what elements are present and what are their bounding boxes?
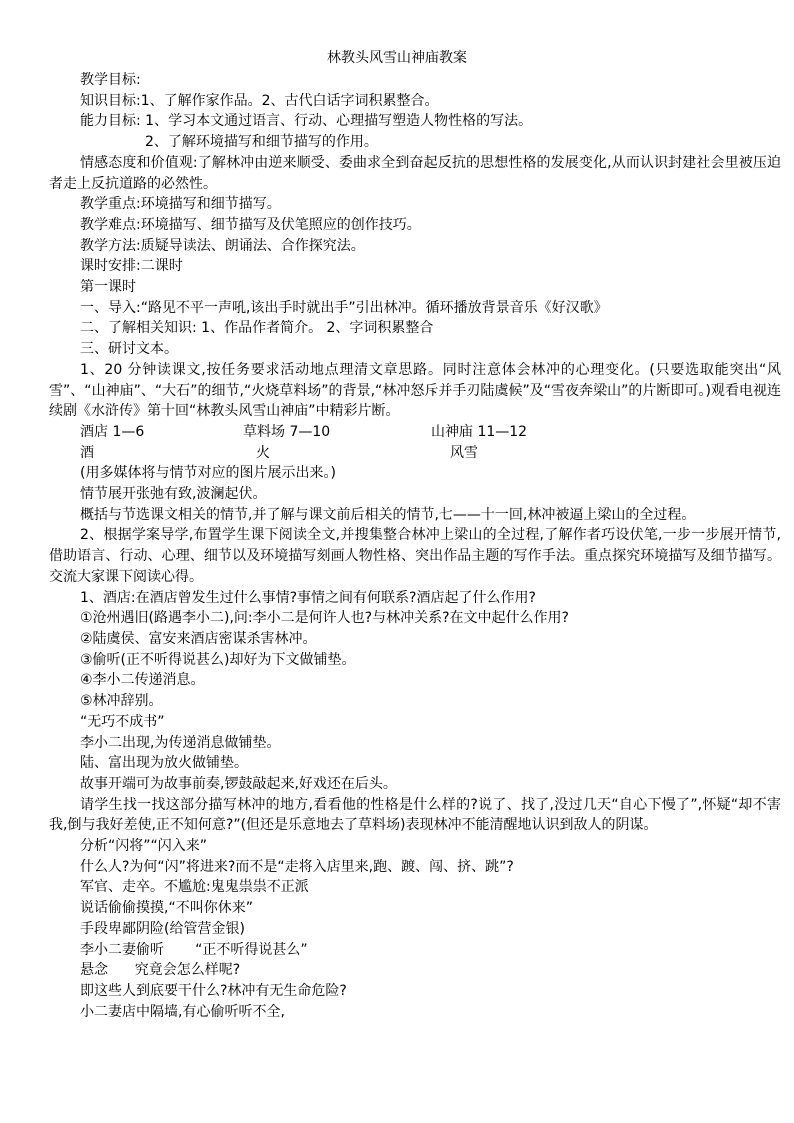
text-line: 教学方法:质疑导读法、朗诵法、合作探究法。	[80, 237, 365, 254]
text-paragraph: 2、根据学案导学,布置学生课下阅读全文,并搜集整合林冲上梁山的全过程,了解作者巧设伏笔,一步一步展开情节,借助语言、行动、心理、细节以及环境描写刻画人物性格、突出作品主题的写作手法。重点探究环境描写及细节描写。交流大家课下阅读心得。	[49, 527, 781, 585]
text-line: 1、酒店:在酒店曾发生过什么事情?事情之间有何联系?酒店起了什么作用?	[80, 589, 536, 606]
text-line: 第一课时	[80, 279, 136, 296]
text-line: 即这些人到底要干什么?林冲有无生命危险?	[80, 982, 347, 999]
text-line: 小二妻店中隔墙,有心偷听听不全,	[80, 1003, 285, 1020]
text-line: “无巧不成书”	[80, 713, 165, 730]
text-line: 陆、富出现为放火做铺垫。	[80, 755, 248, 772]
text-line: 2、了解环境描写和细节描写的作用。	[145, 134, 378, 151]
text-line: 李小二妻偷听 “正不听得说甚么”	[80, 941, 308, 958]
text-line: 三、研讨文本。	[80, 341, 178, 358]
text-line: 能力目标: 1、学习本文通过语言、行动、心理描写塑造人物性格的写法。	[80, 113, 533, 130]
text-line: ③偷听(正不听得说甚么)却好为下文做铺垫。	[80, 651, 356, 668]
text-line: 教学重点:环境描写和细节描写。	[80, 196, 281, 213]
text-paragraph: 请学生找一找这部分描写林冲的地方,看看他的性格是什么样的?说了、找了,没过几天“自心下慢了”,怀疑“却不害我,倒与我好差使,正不知何意?”(但还是乐意地去了草料场)表现林冲不能清醒地认识到敌人的阴谋。	[49, 796, 781, 834]
lesson-plan-body	[49, 70, 781, 1022]
text-line: 知识目标:1、了解作家作品。2、古代白话字词积累整合。	[80, 92, 439, 109]
place-tavern: 酒店 1—6	[80, 423, 145, 440]
text-line: ⑤林冲辞别。	[80, 693, 163, 710]
text-line: 什么人?为何“闪”将进来?而不是“走将入店里来,跑、踱、闯、挤、跳”?	[80, 858, 514, 875]
place-temple: 山神庙 11—12	[431, 423, 528, 440]
text-line: 手段卑鄙阴险(给管营金银)	[80, 920, 245, 937]
text-line: 教学目标:	[80, 72, 141, 88]
text-line: (用多媒体将与情节对应的图片展示出来。)	[80, 465, 336, 482]
text-line: 说话偷偷摸摸,“不叫你休来”	[80, 900, 253, 917]
text-paragraph: 概括与节选课文相关的情节,并了解与课文前后相关的情节,七——十一回,林冲被逼上梁山的全过程。	[80, 506, 696, 523]
text-line: 故事开端可为故事前奏,锣鼓敲起来,好戏还在后头。	[80, 775, 397, 792]
text-line: ②陆虞侯、富安来酒店密谋杀害林冲。	[80, 630, 317, 647]
text-line: 军官、走卒。不尴尬:鬼鬼祟祟不正派	[80, 879, 309, 896]
text-line: 课时安排:二课时	[80, 258, 183, 275]
text-line: 二、了解相关知识: 1、作品作者简介。 2、字词积累整合	[80, 320, 434, 337]
text-line: 情节展开张弛有致,波澜起伏。	[80, 486, 267, 503]
place-fodder-yard: 草料场 7—10	[243, 423, 331, 440]
text-line: 一、导入:“路见不平一声吼,该出手时就出手”引出林冲。循环播放背景音乐《好汉歌》	[80, 299, 608, 316]
text-line: ④李小二传递消息。	[80, 672, 205, 689]
symbol-wine: 酒	[80, 444, 94, 461]
text-paragraph: 情感态度和价值观:了解林冲由逆来顺受、委曲求全到奋起反抗的思想性格的发展变化,从而认识封建社会里被压迫者走上反抗道路的必然性。	[49, 154, 781, 192]
page-title: 林教头风雪山神庙教案	[327, 50, 467, 66]
symbol-wind-snow: 风雪	[450, 444, 478, 461]
text-line: ①沧州遇旧(路遇李小二),问:李小二是何许人也?与林冲关系?在文中起什么作用?	[80, 610, 569, 627]
text-line: 悬念 究竟会怎么样呢?	[80, 962, 241, 979]
plot-places-row	[49, 422, 781, 443]
text-line: 教学难点:环境描写、细节描写及伏笔照应的创作技巧。	[80, 216, 421, 233]
symbol-fire: 火	[256, 444, 270, 461]
plot-symbols-row	[49, 443, 781, 464]
text-paragraph: 1、20 分钟读课文,按任务要求活动地点理清文章思路。同时注意体会林冲的心理变化。(只要选取能突出“风雪”、“山神庙”、“大石”的细节,“火烧草料场”的背景,“林冲怒斥并手刃陆虞候”及“雪夜奔梁山”的片断即可。)观看电视连续剧《水浒传》第十回“林教头风雪山神庙”中精彩片断。	[49, 361, 781, 420]
text-line: 李小二出现,为传递消息做铺垫。	[80, 734, 281, 751]
text-line: 分析“闪将”“闪入来”	[80, 838, 208, 855]
